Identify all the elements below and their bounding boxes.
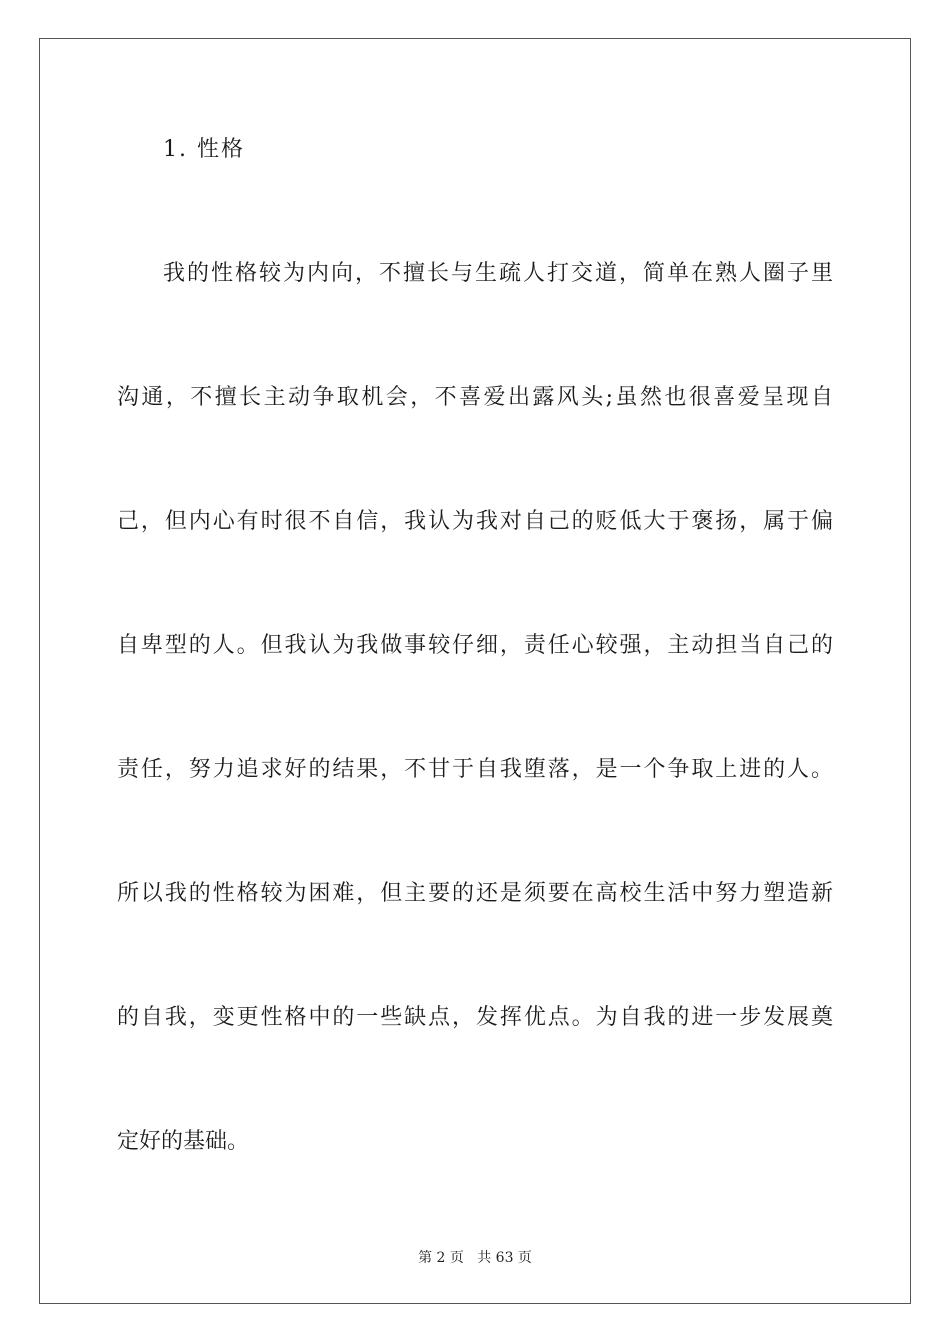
paragraph-line-3: 己，但内心有时很不自信，我认为我对自己的贬低大于褒扬，属于偏: [117, 509, 833, 534]
paragraph-line-2: 沟通，不擅长主动争取机会，不喜爱出露风头;虽然也很喜爱呈现自: [117, 385, 833, 410]
paragraph-line-4: 自卑型的人。但我认为我做事较仔细，责任心较强，主动担当自己的: [117, 633, 833, 658]
paragraph-line-5: 责任，努力追求好的结果，不甘于自我堕落，是一个争取上进的人。: [117, 757, 833, 782]
section-heading: 1. 性格: [163, 137, 245, 162]
page-border: [39, 38, 911, 1304]
page-number-footer: 第 2 页 共 63 页: [418, 1250, 532, 1266]
paragraph-line-7: 的自我，变更性格中的一些缺点，发挥优点。为自我的进一步发展奠: [117, 1005, 833, 1030]
paragraph-line-1: 我的性格较为内向，不擅长与生疏人打交道，简单在熟人圈子里: [163, 261, 833, 286]
paragraph-line-6: 所以我的性格较为困难，但主要的还是须要在高校生活中努力塑造新: [117, 881, 833, 906]
paragraph-line-8: 定好的基础。: [117, 1129, 250, 1154]
